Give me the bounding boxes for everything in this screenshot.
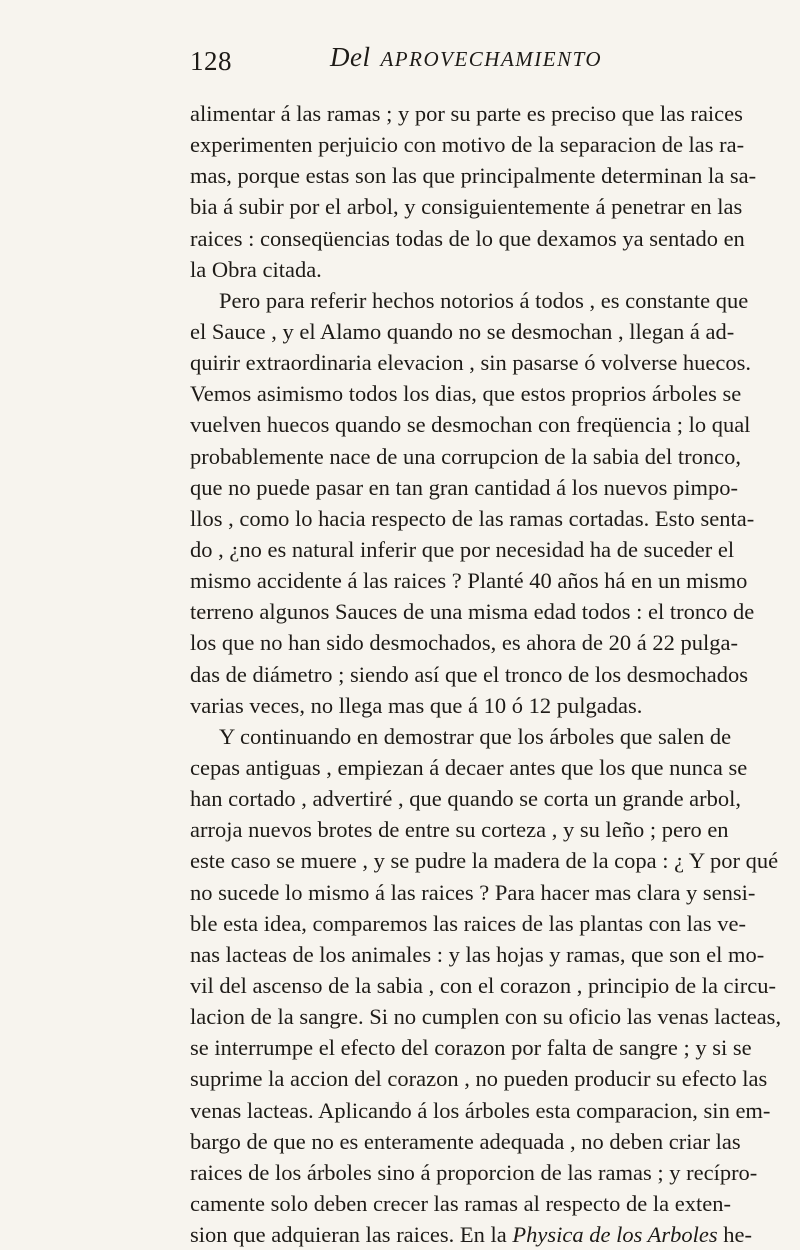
running-title <box>330 42 602 73</box>
running-head <box>190 42 720 82</box>
text-line: han cortado , advertiré , que quando se corta un grande arbol, <box>190 786 742 812</box>
text-line: ble esta idea, comparemos las raices de las plantas con las ve- <box>190 910 747 936</box>
text-line: este caso se muere , y se pudre la madera de la copa : ¿ Y por qué <box>190 848 779 874</box>
text-line: Vemos asimismo todos los dias, que estos proprios árboles se <box>190 381 742 407</box>
text-line: los que no han sido desmochados, es ahora de 20 á 22 pulga- <box>190 630 738 656</box>
text-line: quirir extraordinaria elevacion , sin pasarse ó volverse huecos. <box>190 350 752 376</box>
text-line: probablemente nace de una corrupcion de la sabia del tronco, <box>190 443 742 469</box>
text-line-final <box>190 1219 752 1250</box>
text-line: Pero para referir hechos notorios á todos , es constante que <box>219 287 749 313</box>
text-line: venas lacteas. Aplicando á los árboles esta comparacion, sin em- <box>190 1097 771 1123</box>
body-text <box>190 98 782 1250</box>
running-title-initial: Del <box>330 42 371 72</box>
page-number: 128 <box>190 46 232 76</box>
text-line: experimenten perjuicio con motivo de la separacion de las ra- <box>190 132 745 158</box>
text-line: el Sauce , y el Alamo quando no se desmochan , llegan á ad- <box>190 318 735 344</box>
running-title-rest: APROVECHAMIENTO <box>380 47 603 71</box>
text-line: do , ¿no es natural inferir que por necesidad ha de suceder el <box>190 536 735 562</box>
final-line-end: he- <box>717 1222 752 1248</box>
text-line: mismo accidente á las raices ? Planté 40 años há en un mismo <box>190 568 748 594</box>
final-line-start: sion que adquieran las raices. En la <box>190 1222 513 1248</box>
text-line: bia á subir por el arbol, y consiguientemente á penetrar en las <box>190 194 743 220</box>
text-line: cepas antiguas , empiezan á decaer antes que los que nunca se <box>190 754 748 780</box>
text-line: que no puede pasar en tan gran cantidad á los nuevos pimpo- <box>190 474 738 500</box>
text-line: suprime la accion del corazon , no pueden producir su efecto las <box>190 1066 768 1092</box>
text-line: raices de los árboles sino á proporcion de las ramas ; y recípro- <box>190 1159 758 1185</box>
text-line: llos , como lo hacia respecto de las ramas cortadas. Esto senta- <box>190 505 755 531</box>
text-line: lacion de la sangre. Si no cumplen con su oficio las venas lacteas, <box>190 1004 782 1030</box>
text-line: raices : conseqüencias todas de lo que dexamos ya sentado en <box>190 225 745 251</box>
book-title-italic: Physica de los Arboles <box>512 1222 718 1248</box>
text-line: arroja nuevos brotes de entre su corteza , y su leño ; pero en <box>190 817 729 843</box>
text-line: mas, porque estas son las que principalmente determinan la sa- <box>190 163 757 189</box>
text-line: alimentar á las ramas ; y por su parte es preciso que las raices <box>190 101 743 126</box>
text-line: terreno algunos Sauces de una misma edad todos : el tronco de <box>190 599 755 625</box>
text-line: la Obra citada. <box>190 256 322 282</box>
text-line: nas lacteas de los animales : y las hojas y ramas, que son el mo- <box>190 941 765 967</box>
text-line: no sucede lo mismo á las raices ? Para hacer mas clara y sensi- <box>190 879 756 905</box>
text-line: vil del ascenso de la sabia , con el corazon , principio de la circu- <box>190 972 777 998</box>
text-line: das de diámetro ; siendo así que el tronco de los desmochados <box>190 661 748 687</box>
text-line: vuelven huecos quando se desmochan con freqüencia ; lo qual <box>190 412 751 438</box>
text-line: varias veces, no llega mas que á 10 ó 12 pulgadas. <box>190 692 643 718</box>
text-line: Y continuando en demostrar que los árboles que salen de <box>219 723 732 749</box>
text-line: se interrumpe el efecto del corazon por falta de sangre ; y si se <box>190 1035 752 1061</box>
text-line: camente solo deben crecer las ramas al respecto de la exten- <box>190 1190 731 1216</box>
text-line: bargo de que no es enteramente adequada , no deben criar las <box>190 1128 741 1154</box>
